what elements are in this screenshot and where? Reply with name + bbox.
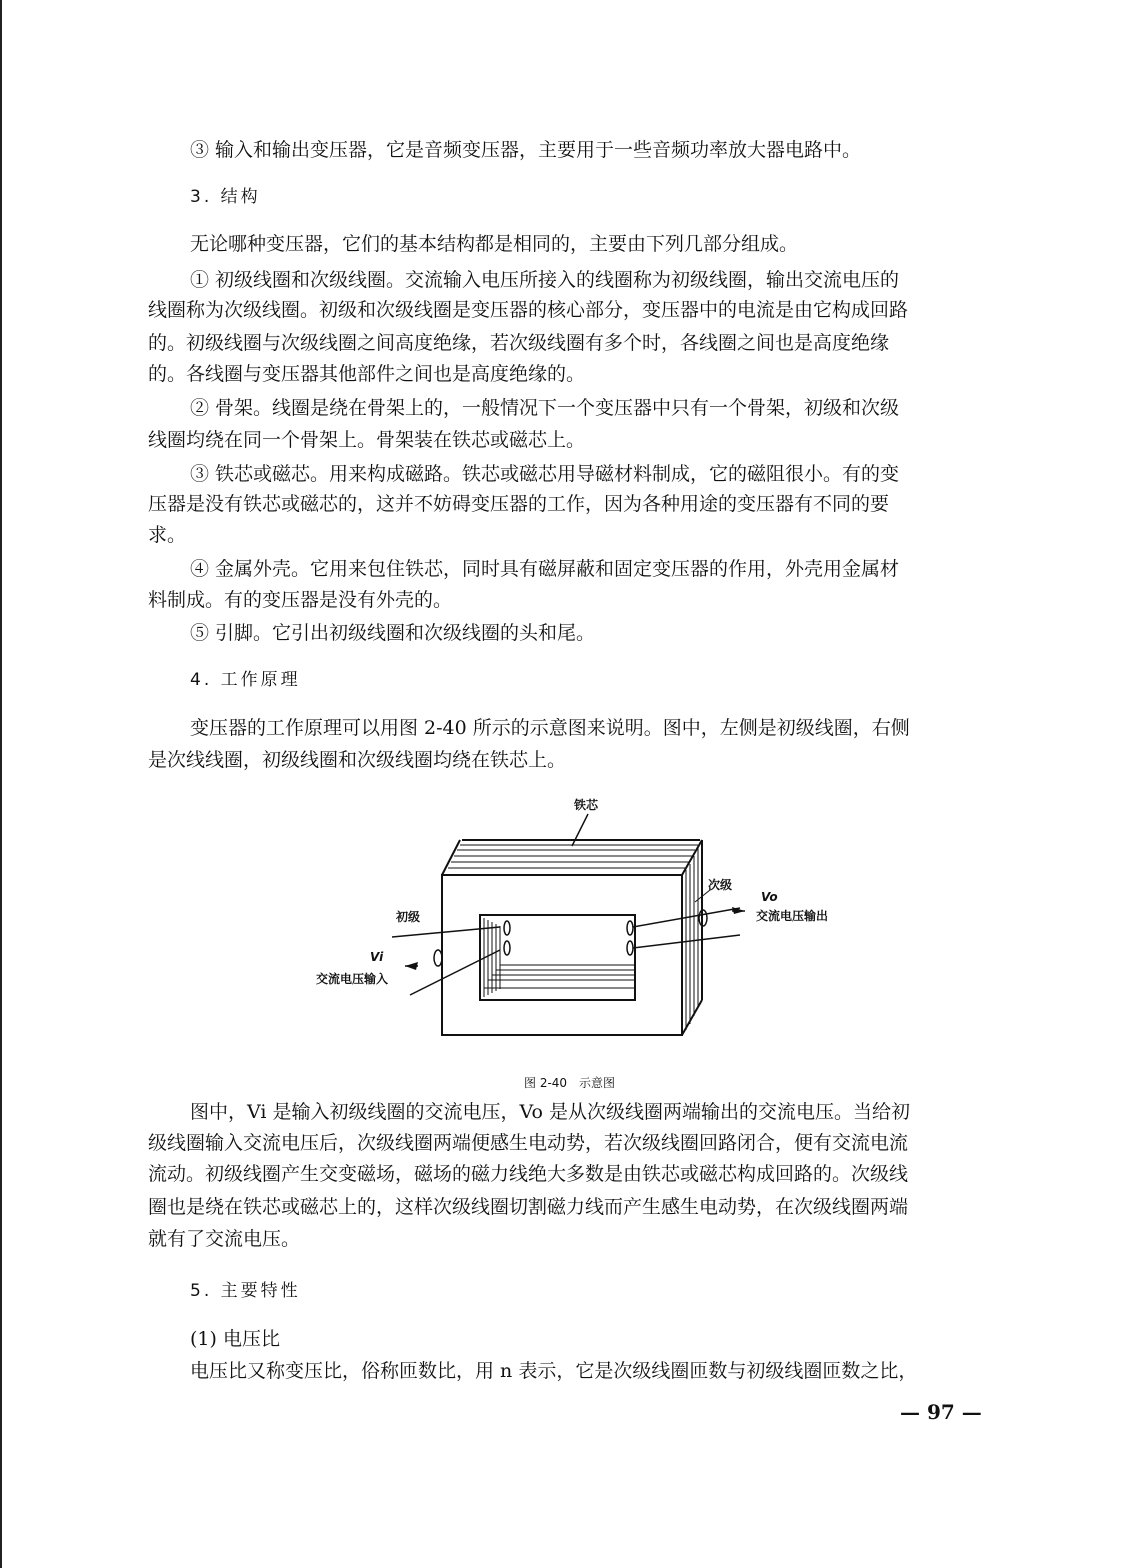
page-edge bbox=[0, 0, 2, 1568]
principle-line-2: 是次线线圈，初级线圈和次级线圈均绕在铁芯上。 bbox=[148, 749, 567, 771]
item-output-transformer: ③ 输入和输出变压器，它是音频变压器，主要用于一些音频功率放大器电路中。 bbox=[190, 139, 862, 161]
label-secondary: 次级 bbox=[708, 878, 733, 892]
heading-principle: 4. 工作原理 bbox=[190, 670, 301, 690]
s4-line-2: 料制成。有的变压器是没有外壳的。 bbox=[148, 589, 453, 611]
s2-line-2: 线圈均绕在同一个骨架上。骨架装在铁芯或磁芯上。 bbox=[148, 429, 586, 451]
transformer-figure bbox=[300, 790, 860, 1050]
subheading-voltage-ratio: (1) 电压比 bbox=[190, 1328, 280, 1350]
explain-line-2: 级线圈输入交流电压后，次级线圈两端便感生电动势，若次级线圈回路闭合，便有交流电流 bbox=[148, 1132, 909, 1154]
principle-line-1: 变压器的工作原理可以用图 2-40 所示的示意图来说明。图中，左侧是初级线圈，右侧 bbox=[190, 717, 910, 739]
label-ac-input: 交流电压输入 bbox=[316, 972, 389, 986]
label-vi: Vi bbox=[370, 950, 384, 964]
label-core: 铁芯 bbox=[574, 798, 599, 812]
explain-line-3: 流动。初级线圈产生交变磁场，磁场的磁力线绝大多数是由铁芯或磁芯构成回路的。次级线 bbox=[148, 1163, 909, 1185]
s1-line-2: 线圈称为次级线圈。初级和次级线圈是变压器的核心部分，变压器中的电流是由它构成回路 bbox=[148, 299, 909, 321]
page-number: — 97 — bbox=[900, 1400, 982, 1424]
s1-line-1: ① 初级线圈和次级线圈。交流输入电压所接入的线圈称为初级线圈，输出交流电压的 bbox=[190, 269, 900, 291]
label-ac-output: 交流电压输出 bbox=[756, 909, 829, 923]
label-primary: 初级 bbox=[396, 910, 421, 924]
explain-line-1: 图中，Vi 是输入初级线圈的交流电压，Vo 是从次级线圈两端输出的交流电压。当给初 bbox=[190, 1101, 910, 1123]
s5-line: ⑤ 引脚。它引出初级线圈和次级线圈的头和尾。 bbox=[190, 622, 596, 644]
figure-caption: 图 2-40 示意图 bbox=[524, 1076, 616, 1090]
explain-line-5: 就有了交流电压。 bbox=[148, 1228, 301, 1250]
s3-line-2: 压器是没有铁芯或磁芯的，这并不妨碍变压器的工作，因为各种用途的变压器有不同的要 bbox=[148, 493, 890, 515]
s4-line-1: ④ 金属外壳。它用来包住铁芯，同时具有磁屏蔽和固定变压器的作用，外壳用金属材 bbox=[190, 558, 900, 580]
explain-line-4: 圈也是绕在铁芯或磁芯上的，这样次级线圈切割磁力线而产生感生电动势，在次级线圈两端 bbox=[148, 1196, 909, 1218]
heading-structure: 3. 结构 bbox=[190, 187, 261, 207]
structure-intro: 无论哪种变压器，它们的基本结构都是相同的，主要由下列几部分组成。 bbox=[190, 233, 799, 255]
s1-line-3: 的。初级线圈与次级线圈之间高度绝缘，若次级线圈有多个时，各线圈之间也是高度绝缘 bbox=[148, 332, 890, 354]
s3-line-1: ③ 铁芯或磁芯。用来构成磁路。铁芯或磁芯用导磁材料制成，它的磁阻很小。有的变 bbox=[190, 463, 900, 485]
s2-line-1: ② 骨架。线圈是绕在骨架上的，一般情况下一个变压器中只有一个骨架，初级和次级 bbox=[190, 397, 900, 419]
heading-characteristics: 5. 主要特性 bbox=[190, 1281, 301, 1301]
voltage-ratio-line: 电压比又称变压比，俗称匝数比，用 n 表示，它是次级线圈匝数与初级线圈匝数之比， bbox=[190, 1360, 918, 1382]
s1-line-4: 的。各线圈与变压器其他部件之间也是高度绝缘的。 bbox=[148, 363, 586, 385]
s3-line-3: 求。 bbox=[148, 524, 187, 546]
label-vo: Vo bbox=[761, 890, 778, 904]
